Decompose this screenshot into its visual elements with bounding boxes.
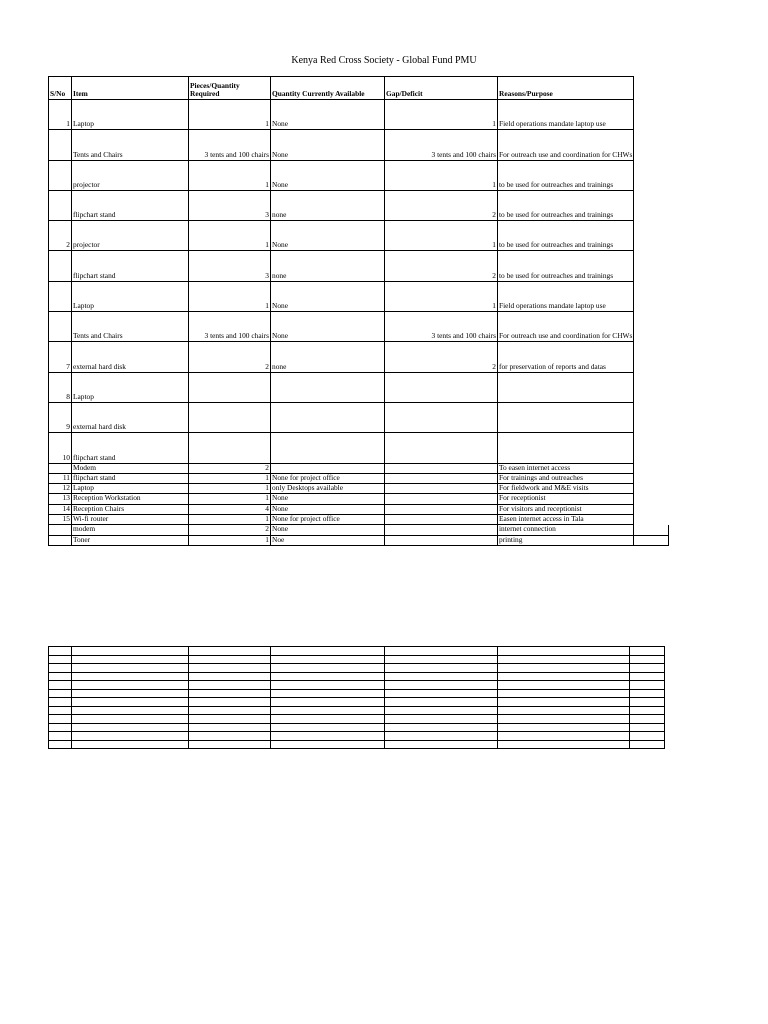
table-row (49, 535, 669, 545)
blank-cell (271, 672, 385, 681)
blank-cell (189, 706, 271, 715)
blank-cell (49, 706, 72, 715)
row-reason: For outreach use and coordination for CHWs (498, 312, 634, 342)
row-gap: 1 (385, 160, 498, 190)
row-qty-required: 3 (189, 190, 271, 220)
blank-cell (72, 689, 189, 698)
table-row (49, 484, 669, 494)
blank-cell (271, 647, 385, 656)
row-item: flipchart stand (72, 473, 189, 483)
blank-row (49, 740, 665, 749)
header-reasons-purpose: Reasons/Purpose (498, 77, 634, 100)
blank-row (49, 715, 665, 724)
row-spacer (634, 160, 669, 190)
row-item: flipchart stand (72, 251, 189, 281)
row-qty-available: None (271, 221, 385, 251)
row-qty-available (271, 372, 385, 402)
row-reason: For visitors and receptionist (498, 504, 634, 514)
blank-cell (72, 706, 189, 715)
row-qty-required: 3 (189, 251, 271, 281)
row-qty-required: 1 (189, 515, 271, 525)
blank-cell (385, 647, 498, 656)
table-row (49, 494, 669, 504)
row-item: Toner (72, 535, 189, 545)
row-qty-required: 2 (189, 342, 271, 372)
blank-cell (498, 715, 630, 724)
row-qty-available: None (271, 160, 385, 190)
blank-cell (271, 698, 385, 707)
blank-cell (271, 655, 385, 664)
row-qty-required: 1 (189, 160, 271, 190)
row-gap (385, 433, 498, 463)
blank-cell (72, 715, 189, 724)
blank-row (49, 672, 665, 681)
row-reason: to be used for outreaches and trainings (498, 251, 634, 281)
row-qty-available (271, 402, 385, 432)
blank-cell (189, 698, 271, 707)
row-sno (49, 535, 72, 545)
blank-cell (189, 672, 271, 681)
row-qty-available: None for project office (271, 473, 385, 483)
table-row (49, 473, 669, 483)
row-item: Reception Workstation (72, 494, 189, 504)
row-gap (385, 525, 498, 535)
table-row (49, 100, 669, 130)
row-qty-required: 3 tents and 100 chairs (189, 312, 271, 342)
blank-cell (630, 681, 665, 690)
blank-cell (498, 706, 630, 715)
row-reason: For trainings and outreaches (498, 473, 634, 483)
blank-table (48, 646, 665, 749)
blank-cell (72, 681, 189, 690)
row-spacer (634, 251, 669, 281)
row-spacer (634, 190, 669, 220)
row-reason: printing (498, 535, 634, 545)
row-qty-required: 1 (189, 535, 271, 545)
row-spacer (634, 281, 669, 311)
blank-cell (189, 740, 271, 749)
row-item: Tents and Chairs (72, 130, 189, 160)
blank-cell (271, 664, 385, 673)
blank-cell (189, 647, 271, 656)
table-row (49, 342, 669, 372)
table-row (49, 433, 669, 463)
blank-cell (385, 740, 498, 749)
row-qty-available (271, 463, 385, 473)
row-item: external hard disk (72, 342, 189, 372)
blank-cell (72, 723, 189, 732)
blank-cell (271, 723, 385, 732)
blank-cell (498, 732, 630, 741)
row-gap (385, 463, 498, 473)
blank-cell (385, 689, 498, 698)
row-sno: 8 (49, 372, 72, 402)
row-spacer (634, 463, 669, 473)
row-qty-available: None (271, 494, 385, 504)
blank-cell (630, 706, 665, 715)
blank-cell (385, 672, 498, 681)
row-reason (498, 372, 634, 402)
blank-cell (189, 664, 271, 673)
header-row (49, 77, 669, 100)
blank-cell (49, 672, 72, 681)
table-row (49, 402, 669, 432)
row-spacer (634, 402, 669, 432)
row-spacer (634, 130, 669, 160)
header-quantity-available: Quantity Currently Available (271, 77, 385, 100)
row-item: Tents and Chairs (72, 312, 189, 342)
blank-cell (189, 681, 271, 690)
row-item: external hard disk (72, 402, 189, 432)
row-qty-required: 2 (189, 463, 271, 473)
row-sno: 14 (49, 504, 72, 514)
row-qty-available: none (271, 190, 385, 220)
blank-row (49, 681, 665, 690)
blank-row (49, 689, 665, 698)
row-gap: 1 (385, 281, 498, 311)
row-qty-available: None (271, 100, 385, 130)
row-sno: 1 (49, 100, 72, 130)
row-reason: to be used for outreaches and trainings (498, 221, 634, 251)
row-qty-available: Noe (271, 535, 385, 545)
blank-cell (49, 689, 72, 698)
table-row (49, 160, 669, 190)
row-gap (385, 372, 498, 402)
blank-cell (271, 681, 385, 690)
header-sno: S/No (49, 77, 72, 100)
blank-cell (498, 672, 630, 681)
row-sno (49, 312, 72, 342)
row-gap: 3 tents and 100 chairs (385, 130, 498, 160)
header-spacer (634, 77, 669, 100)
table-row (49, 221, 669, 251)
row-sno (49, 251, 72, 281)
row-gap: 1 (385, 100, 498, 130)
row-spacer (634, 312, 669, 342)
row-spacer (634, 494, 669, 504)
blank-cell (498, 689, 630, 698)
table-row (49, 281, 669, 311)
row-reason: to be used for outreaches and trainings (498, 160, 634, 190)
blank-row (49, 732, 665, 741)
row-gap (385, 535, 498, 545)
row-qty-required: 2 (189, 525, 271, 535)
header-gap-deficit: Gap/Deficit (385, 77, 498, 100)
blank-cell (49, 698, 72, 707)
blank-cell (630, 664, 665, 673)
row-spacer (634, 372, 669, 402)
blank-cell (385, 664, 498, 673)
row-reason: Field operations mandate laptop use (498, 281, 634, 311)
blank-cell (630, 672, 665, 681)
row-qty-required (189, 372, 271, 402)
row-qty-required: 1 (189, 100, 271, 130)
blank-cell (72, 655, 189, 664)
blank-cell (49, 723, 72, 732)
row-spacer (634, 342, 669, 372)
row-qty-available: None (271, 130, 385, 160)
table-row (49, 251, 669, 281)
row-reason: to be used for outreaches and trainings (498, 190, 634, 220)
blank-cell (385, 723, 498, 732)
blank-cell (630, 698, 665, 707)
row-sno: 2 (49, 221, 72, 251)
row-item: modem (72, 525, 189, 535)
table-row (49, 504, 669, 514)
table-row (49, 525, 669, 535)
blank-cell (271, 740, 385, 749)
blank-cell (189, 655, 271, 664)
row-sno: 12 (49, 484, 72, 494)
row-sno: 7 (49, 342, 72, 372)
requirements-table (48, 76, 669, 546)
table-row (49, 312, 669, 342)
blank-row (49, 723, 665, 732)
row-reason: Field operations mandate laptop use (498, 100, 634, 130)
blank-cell (385, 715, 498, 724)
row-reason: Easen internet access in Tala (498, 515, 634, 525)
row-qty-available: only Desktops available (271, 484, 385, 494)
row-gap (385, 402, 498, 432)
row-qty-available: None for project office (271, 515, 385, 525)
blank-cell (630, 740, 665, 749)
blank-cell (630, 689, 665, 698)
row-qty-required: 3 tents and 100 chairs (189, 130, 271, 160)
blank-cell (630, 715, 665, 724)
row-item: Laptop (72, 100, 189, 130)
blank-cell (271, 732, 385, 741)
row-qty-available: none (271, 251, 385, 281)
table-row (49, 130, 669, 160)
blank-cell (498, 698, 630, 707)
row-sno (49, 160, 72, 190)
row-qty-required (189, 402, 271, 432)
row-gap: 2 (385, 251, 498, 281)
blank-cell (72, 698, 189, 707)
row-sno: 9 (49, 402, 72, 432)
row-spacer (634, 515, 669, 525)
row-item: Laptop (72, 281, 189, 311)
row-gap (385, 515, 498, 525)
document-title: Kenya Red Cross Society - Global Fund PMU (291, 55, 477, 66)
row-reason: For receptionist (498, 494, 634, 504)
blank-cell (49, 732, 72, 741)
row-spacer (634, 100, 669, 130)
row-item: Laptop (72, 484, 189, 494)
blank-cell (72, 740, 189, 749)
blank-row (49, 706, 665, 715)
row-gap (385, 504, 498, 514)
row-spacer (634, 484, 669, 494)
row-qty-required: 1 (189, 494, 271, 504)
row-sno (49, 281, 72, 311)
blank-cell (498, 664, 630, 673)
blank-cell (271, 689, 385, 698)
blank-cell (271, 706, 385, 715)
row-sno (49, 525, 72, 535)
row-reason: For outreach use and coordination for CHWs (498, 130, 634, 160)
row-reason: internet connection (498, 525, 634, 535)
blank-cell (49, 647, 72, 656)
blank-row (49, 698, 665, 707)
row-sno (49, 463, 72, 473)
row-sno (49, 190, 72, 220)
row-spacer (634, 473, 669, 483)
blank-cell (72, 647, 189, 656)
row-gap: 3 tents and 100 chairs (385, 312, 498, 342)
header-pieces-required: Pieces/Quantity Required (189, 77, 271, 100)
row-spacer (634, 504, 669, 514)
blank-row (49, 647, 665, 656)
blank-cell (189, 715, 271, 724)
blank-cell (498, 655, 630, 664)
blank-cell (385, 681, 498, 690)
blank-cell (630, 732, 665, 741)
row-item: Modem (72, 463, 189, 473)
blank-cell (385, 698, 498, 707)
row-item: projector (72, 221, 189, 251)
blank-cell (498, 740, 630, 749)
blank-cell (385, 706, 498, 715)
blank-cell (498, 647, 630, 656)
row-item: flipchart stand (72, 190, 189, 220)
blank-cell (630, 723, 665, 732)
blank-cell (385, 655, 498, 664)
blank-row (49, 664, 665, 673)
row-gap (385, 484, 498, 494)
blank-cell (49, 715, 72, 724)
row-spacer (634, 535, 669, 545)
row-reason (498, 433, 634, 463)
row-reason: For fieldwork and M&E visits (498, 484, 634, 494)
table-row (49, 190, 669, 220)
row-item: projector (72, 160, 189, 190)
row-spacer (634, 433, 669, 463)
row-qty-available: None (271, 312, 385, 342)
blank-cell (72, 672, 189, 681)
row-spacer (634, 221, 669, 251)
row-gap: 2 (385, 342, 498, 372)
row-qty-available (271, 433, 385, 463)
blank-cell (498, 723, 630, 732)
row-item: Reception Chairs (72, 504, 189, 514)
row-reason (498, 402, 634, 432)
row-qty-available: None (271, 525, 385, 535)
row-qty-required: 1 (189, 281, 271, 311)
row-qty-required: 1 (189, 221, 271, 251)
blank-cell (49, 655, 72, 664)
table-row (49, 515, 669, 525)
row-item: flipchart stand (72, 433, 189, 463)
blank-cell (630, 655, 665, 664)
blank-row (49, 655, 665, 664)
row-sno: 11 (49, 473, 72, 483)
blank-cell (385, 732, 498, 741)
row-sno: 13 (49, 494, 72, 504)
row-gap (385, 473, 498, 483)
row-item: Laptop (72, 372, 189, 402)
row-reason: To easen internet access (498, 463, 634, 473)
row-reason: for preservation of reports and datas (498, 342, 634, 372)
table-row (49, 463, 669, 473)
row-item: Wi-fi router (72, 515, 189, 525)
row-qty-available: None (271, 504, 385, 514)
blank-cell (271, 715, 385, 724)
row-qty-required: 4 (189, 504, 271, 514)
blank-cell (189, 732, 271, 741)
blank-cell (189, 689, 271, 698)
blank-cell (49, 681, 72, 690)
row-qty-required: 1 (189, 473, 271, 483)
row-gap (385, 494, 498, 504)
row-sno: 15 (49, 515, 72, 525)
blank-cell (189, 723, 271, 732)
row-sno (49, 130, 72, 160)
blank-cell (72, 664, 189, 673)
blank-cell (49, 664, 72, 673)
row-gap: 2 (385, 190, 498, 220)
blank-cell (630, 647, 665, 656)
row-qty-required: 1 (189, 484, 271, 494)
blank-cell (498, 681, 630, 690)
row-qty-required (189, 433, 271, 463)
blank-cell (72, 732, 189, 741)
row-qty-available: None (271, 281, 385, 311)
row-sno: 10 (49, 433, 72, 463)
blank-cell (49, 740, 72, 749)
row-gap: 1 (385, 221, 498, 251)
row-spacer (634, 525, 669, 535)
header-item: Item (72, 77, 189, 100)
row-qty-available: none (271, 342, 385, 372)
table-row (49, 372, 669, 402)
